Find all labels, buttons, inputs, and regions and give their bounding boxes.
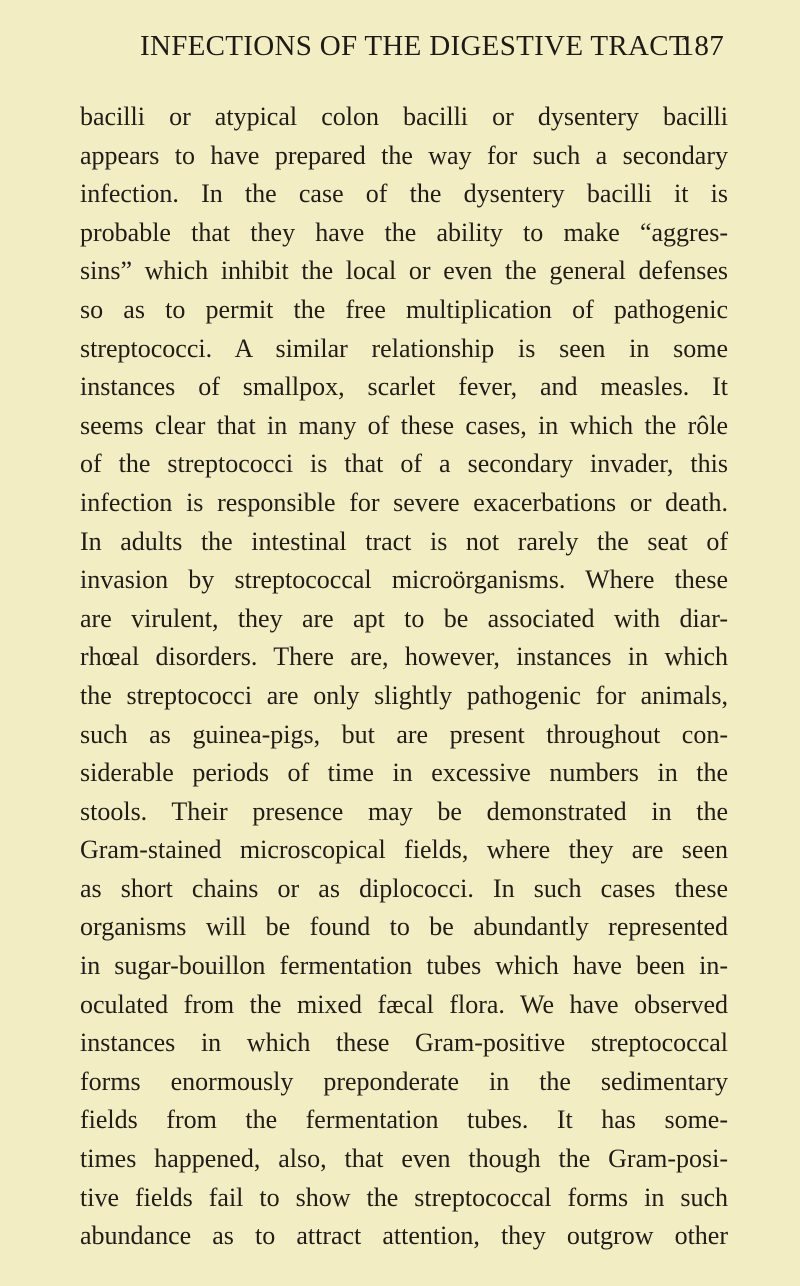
text-line: the streptococci are only slightly pathogenic for animals,	[80, 680, 728, 710]
text-line: In adults the intestinal tract is not rarely the seat of	[80, 526, 728, 556]
text-line: probable that they have the ability to make “aggres-	[80, 217, 728, 247]
text-line: as short chains or as diplococci. In such cases these	[80, 873, 728, 903]
text-line: seems clear that in many of these cases, in which the rôle	[80, 410, 728, 440]
text-line: infection. In the case of the dysentery bacilli it is	[80, 179, 728, 209]
text-line: stools. Their presence may be demonstrated in the	[80, 796, 728, 826]
text-line: of the streptococci is that of a secondary invader, this	[80, 449, 728, 479]
text-line: bacilli or atypical colon bacilli or dysentery bacilli	[80, 102, 728, 131]
page-header	[140, 30, 724, 70]
text-line: streptococci. A similar relationship is seen in some	[80, 333, 728, 363]
text-line: siderable periods of time in excessive numbers in the	[80, 758, 728, 788]
text-line: are virulent, they are apt to be associated with diar-	[80, 603, 728, 633]
text-line: so as to permit the free multiplication of pathogenic	[80, 294, 728, 324]
running-title: INFECTIONS OF THE DIGESTIVE TRACT	[140, 30, 687, 62]
text-line: such as guinea-pigs, but are present throughout con-	[80, 719, 728, 749]
text-line: rhœal disorders. There are, however, instances in which	[80, 642, 728, 672]
text-line: times happened, also, that even though the Gram-posi-	[80, 1144, 728, 1174]
text-line: appears to have prepared the way for such a secondary	[80, 140, 728, 170]
text-line: abundance as to attract attention, they outgrow other	[80, 1221, 728, 1251]
text-line: oculated from the mixed fæcal flora. We have observed	[80, 989, 728, 1019]
text-line: tive fields fail to show the streptococcal forms in such	[80, 1182, 728, 1212]
text-line: sins” which inhibit the local or even the general defenses	[80, 256, 728, 286]
text-line: Gram-stained microscopical fields, where they are seen	[80, 835, 728, 865]
text-line: forms enormously preponderate in the sedimentary	[80, 1066, 728, 1096]
text-line: organisms will be found to be abundantly represented	[80, 912, 728, 942]
body-text	[80, 98, 728, 1256]
text-line: instances of smallpox, scarlet fever, and measles. It	[80, 372, 728, 402]
text-line: fields from the fermentation tubes. It has some-	[80, 1105, 728, 1135]
text-line: in sugar-bouillon fermentation tubes which have been in-	[80, 951, 728, 981]
page-number: 187	[679, 30, 724, 62]
text-line: instances in which these Gram-positive streptococcal	[80, 1028, 728, 1058]
text-line: invasion by streptococcal microörganisms. Where these	[80, 565, 728, 595]
text-line: infection is responsible for severe exacerbations or death.	[80, 487, 728, 517]
